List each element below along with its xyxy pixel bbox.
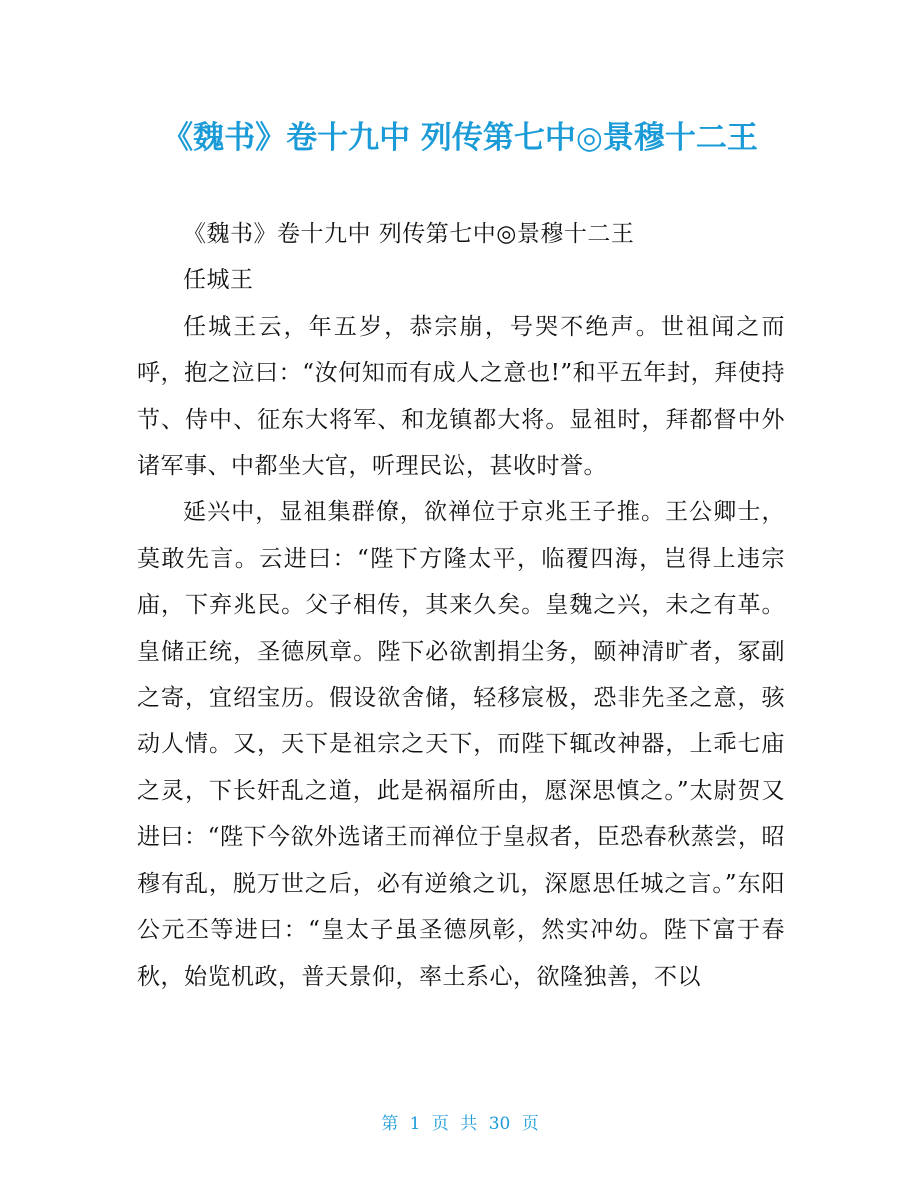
body-paragraph: 延兴中，显祖集群僚，欲禅位于京兆王子推。王公卿士，莫敢先言。云进曰：“陛下方隆太平，临覆四海，岂得上违宗庙，下弃兆民。父子相传，其来久矣。皇魏之兴，未之有革。皇储正统，圣德夙章。陛下必欲割捐尘务，颐神清旷者，冢副之寄，宜绍宝历。假设欲舍储，轻移宸极，恐非先圣之意，骇动人情。又，天下是祖宗之天下，而陛下辄改神器，上乖七庙之灵，下长奸乱之道，此是祸福所由，愿深思慎之。”太尉贺又进曰：“陛下今欲外选诸王而禅位于皇叔者，臣恐春秋蒸尝，昭穆有乱，脱万世之后，必有逆飨之讥，深愿思任城之言。”东阳公元丕等进曰：“皇太子虽圣德夙彰，然实冲幼。陛下富于春秋，始览机政，普天景仰，率土系心，欲隆独善，不以 — [137, 499, 785, 990]
body-paragraph: 任城王云，年五岁，恭宗崩，号哭不绝声。世祖闻之而呼，抱之泣曰：“汝何知而有成人之意也!”和平五年封，拜使持节、侍中、征东大将军、和龙镇都大将。显祖时，拜都督中外诸军事、中都坐大官，听理民讼，甚收时誉。 — [137, 313, 785, 480]
document-title: 《魏书》卷十九中 列传第七中◎景穆十二王 — [162, 120, 758, 156]
document-body — [137, 211, 785, 1000]
section-heading: 任城王 — [183, 267, 254, 294]
page-footer: 第 1 页 共 30 页 — [381, 1114, 539, 1134]
subtitle-paragraph: 《魏书》卷十九中 列传第七中◎景穆十二王 — [183, 221, 635, 247]
